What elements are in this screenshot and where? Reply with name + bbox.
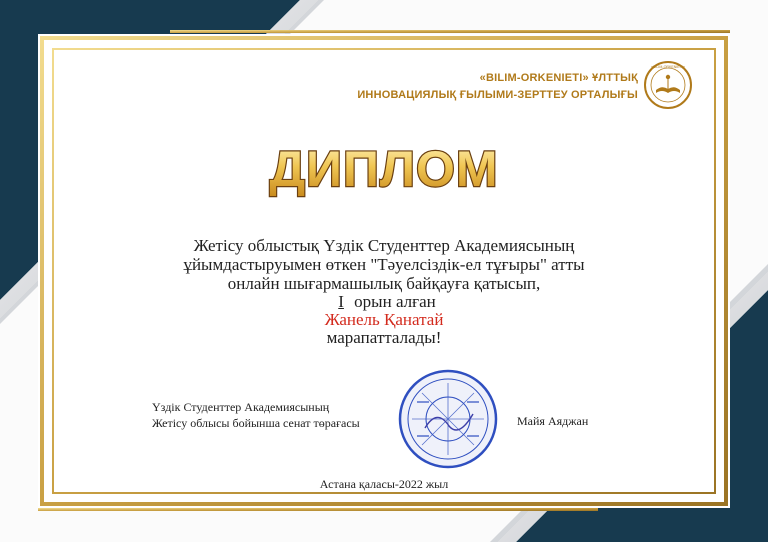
place-text: орын алған [354,292,436,311]
body-line-3: онлайн шығармашылық байқауға қатысып, [227,274,541,293]
recipient-name: Жанель Қанатай [324,310,444,329]
place-number: I [338,292,344,311]
title-text: ДИПЛОМ [269,141,499,197]
city-and-year: Астана қаласы-2022 жыл [319,477,449,491]
diploma-title [234,136,534,198]
organization-name-line2: ИННОВАЦИЯЛЫҚ ҒЫЛЫМИ-ЗЕРТТЕУ ОРТАЛЫҒЫ [357,89,638,101]
body-line-1: Жетісу облыстық Үздік Студенттер Академиясының [193,236,575,255]
logo-text: «BILIM-ORKENIETI» [651,65,685,69]
body-line-2: ұйымдастыруымен өткен "Тәуелсіздік-ел тұғыры" атты [183,255,585,274]
organization-logo [643,60,693,110]
signatory-position-line2: Жетісу облысы бойынша сенат төрағасы [152,416,360,430]
official-stamp [397,368,499,470]
place-line [100,292,668,311]
organization-name-line1: «BILIM-ORKENIETI» ҰЛТТЫҚ [479,72,638,84]
signatory-position-line1: Үздік Студенттер Академиясының [152,400,330,414]
awarded-text: марапатталады! [326,328,442,347]
signatory-name: Майя Аяджан [517,414,589,428]
